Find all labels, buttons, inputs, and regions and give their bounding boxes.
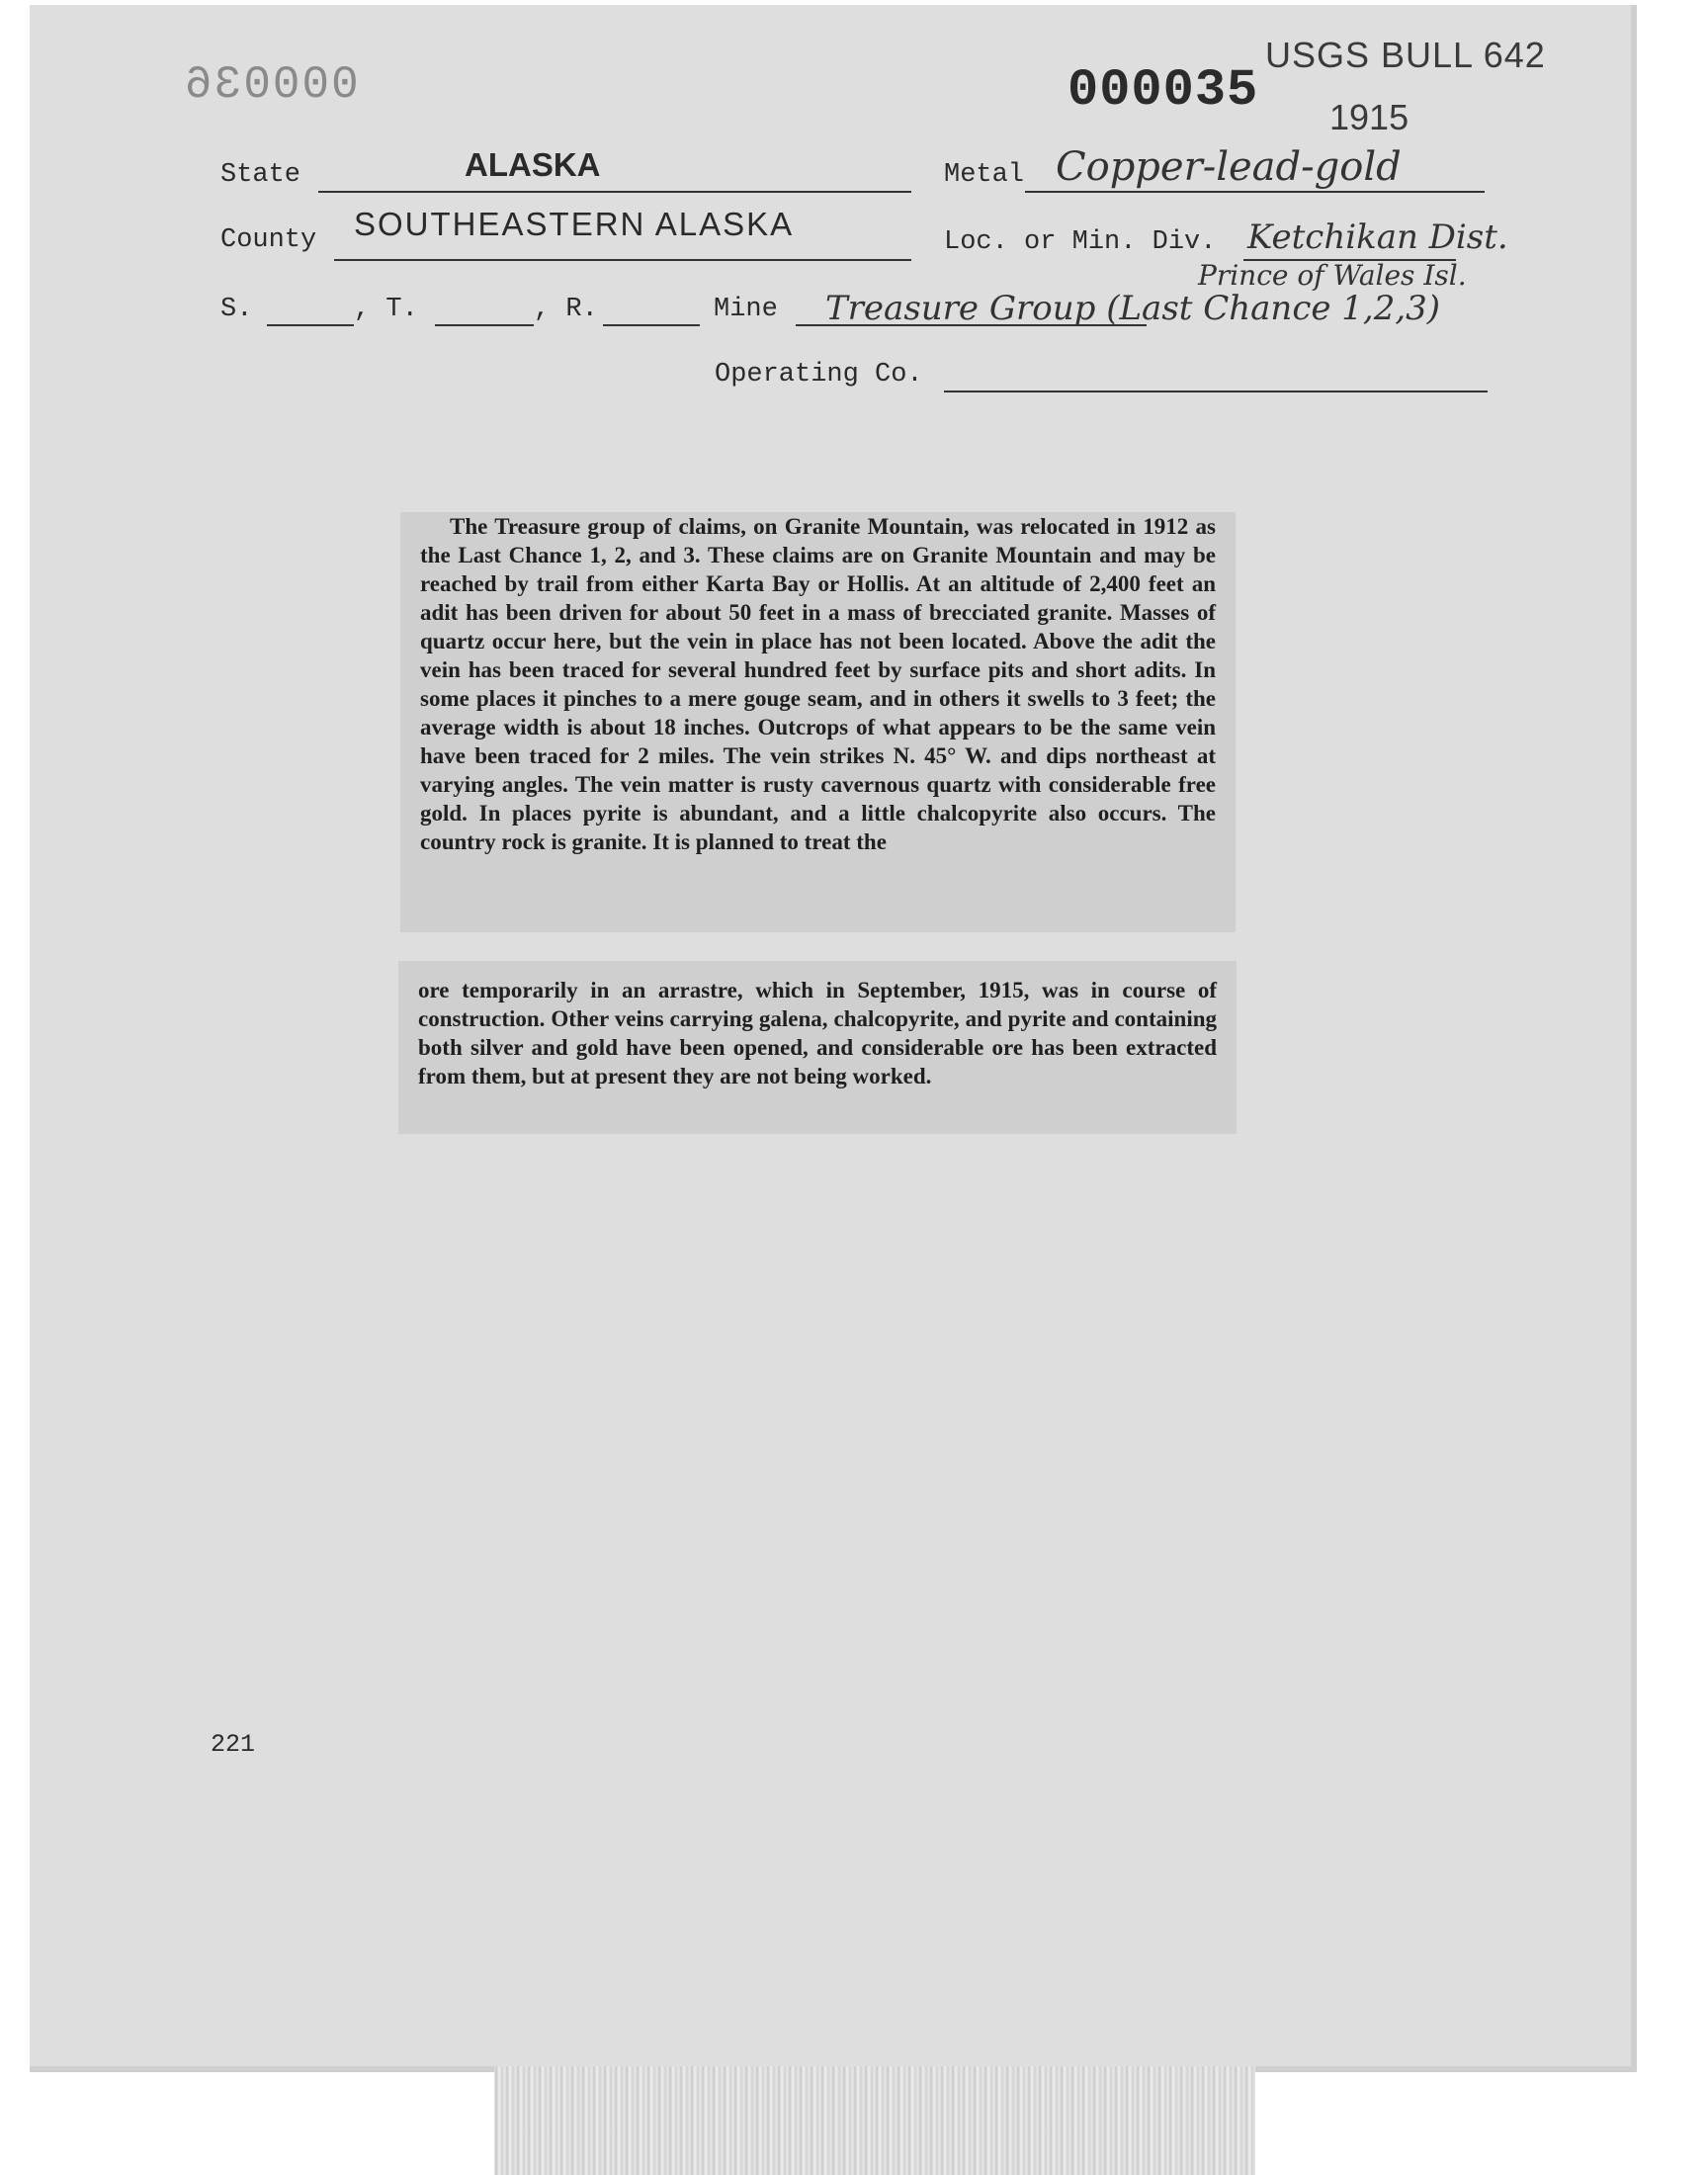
township-label: , T. — [354, 295, 418, 324]
state-value: ALASKA — [465, 146, 601, 183]
loc-value: Ketchikan Dist. — [1247, 218, 1508, 257]
scan-artifact-strip — [494, 2066, 1255, 2175]
county-line — [334, 259, 911, 261]
metal-value: Copper-lead-gold — [1056, 144, 1402, 190]
bulletin-year: 1915 — [1329, 97, 1409, 137]
record-stamp-number: 000035 — [1068, 61, 1259, 120]
clipping-part-2-text: ore temporarily in an arrastre, which in September, 1915, was in course of construction. Other veins carrying galena, chalcopyrite, and pyrite and containing both silver and gold have been opened, and considerable ore has been extracted from them, but at present they are not being worked. — [418, 978, 1217, 1088]
page-number: 221 — [211, 1730, 256, 1759]
county-label: County — [220, 225, 317, 255]
bulletin-reference: USGS BULL 642 — [1265, 35, 1546, 75]
state-line — [318, 191, 911, 193]
state-label: State — [220, 160, 301, 190]
clipping-part-2 — [398, 961, 1237, 1134]
range-label: , R. — [534, 295, 598, 324]
loc-label: Loc. or Min. Div. — [944, 227, 1217, 257]
county-value: SOUTHEASTERN ALASKA — [354, 206, 795, 242]
operating-label: Operating Co. — [715, 360, 923, 390]
range-line — [603, 324, 700, 326]
section-label: S. — [220, 295, 253, 324]
mirrored-stamp-number: 000036 — [183, 59, 359, 111]
metal-label: Metal — [944, 160, 1025, 190]
loc-sub-value: Prince of Wales Isl. — [1198, 259, 1467, 292]
clipping-part-1-text: The Treasure group of claims, on Granite Mountain, was relocated in 1912 as the Last Chance 1, 2, and 3. These claims are on Granite Mountain and may be reached by trail from either Karta Bay or Hollis. At an altitude of 2,400 feet an adit has been driven for about 50 feet in a mass of brecciated granite. Masses of quartz occur here, but the vein in place has not been located. Above the adit the vein has been traced for several hundred feet by surface pits and short adits. In some places it pinches to a mere gouge seam, and in others it swells to 3 feet; the average width is about 18 inches. Outcrops of what appears to be the same vein have been traced for 2 miles. The vein strikes N. 45° W. and dips northeast at varying angles. The vein matter is rusty cavernous quartz with considerable free gold. In places pyrite is abundant, and a little chalcopyrite also occurs. The country rock is granite. It is planned to treat the — [420, 514, 1216, 854]
metal-line — [1025, 191, 1485, 193]
clipping-part-1 — [400, 512, 1236, 932]
section-line — [267, 324, 354, 326]
township-line — [435, 324, 534, 326]
mine-value: Treasure Group (Last Chance 1,2,3) — [825, 289, 1441, 328]
operating-line — [944, 391, 1488, 392]
mine-label: Mine — [714, 295, 778, 324]
